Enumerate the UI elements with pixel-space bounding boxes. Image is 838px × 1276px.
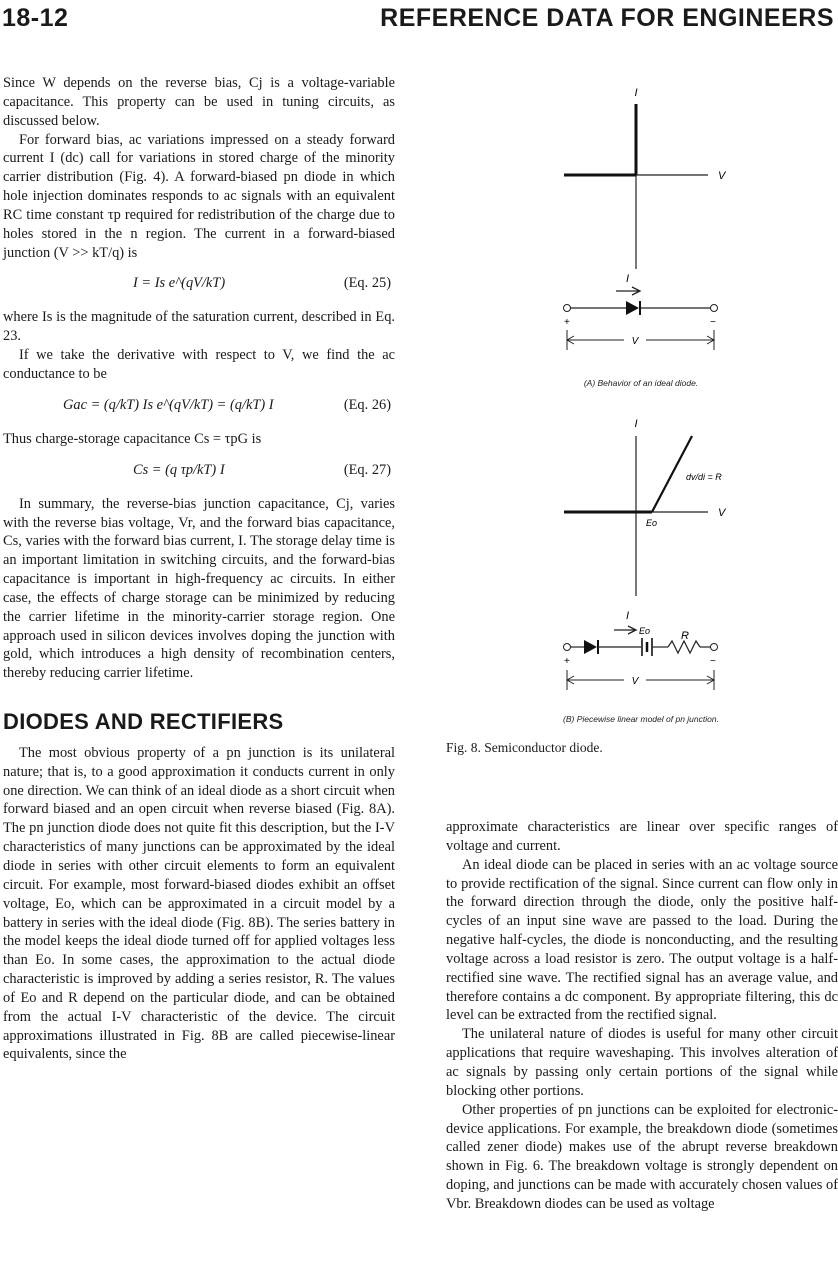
axis-label-v: V <box>718 170 726 182</box>
caption-a: (A) Behavior of an ideal diode. <box>583 378 699 388</box>
equation-number: (Eq. 26) <box>343 396 391 413</box>
equation-formula: Gac = (q/kT) Is e^(qV/kT) = (q/kT) I <box>63 396 274 413</box>
voltage-bracket <box>567 670 714 690</box>
equation-number: (Eq. 27) <box>343 461 391 478</box>
axis-label-v: V <box>718 507 726 519</box>
paragraph: For forward bias, ac variations impressed on a steady forward current I (dc) call for variations in stored charge of the minority carrier distribution (Fig. 4). A forward-biased pn diode in which hole injection dominates responds to ac signals with an equivalent RC time constant τp required for redistribution of the charge due to holes stored in the n region. The current in a forward-biased junction (V >> kT/q) is <box>3 131 395 261</box>
page-header <box>2 4 834 34</box>
paragraph: An ideal diode can be placed in series with an ac voltage source to provide rectification of the signal. Since current can flow only in the forward direction through the diode, only the positive half-cycles of an input sine wave are passed to the load. During the negative half-cycles, the diode is nonconducting, and the resulting voltage across a load resistor is zero. The output voltage is a half-rectified sine wave. The rectified signal has an average value, and therefore contains a dc component. By appropriate filtering, this dc level can be extracted from the rectified signal. <box>446 856 838 1024</box>
paragraph: Other properties of pn junctions can be exploited for electronic-device applications. For example, the breakdown diode (sometimes called zener diode) makes use of the abrupt reverse breakdown shown in Fig. 6. The breakdown voltage is strongly dependent on doping, and junctions can be made with accurately chosen values of Vbr. Breakdown diodes can be used as voltage <box>446 1101 838 1212</box>
diode-symbol <box>584 640 597 654</box>
paragraph: The most obvious property of a pn junction is its unilateral nature; that is, to a good approximation it conducts current in only one direction. We can think of an ideal diode as a short circuit when forward biased and an open circuit when reverse biased (Fig. 8A). The pn junction diode does not quite fit this description, but the I-V characteristics of many junctions can be approximated by the ideal diode in series with other circuit elements to form an equivalent circuit. For example, most forward-biased diodes exhibit an offset voltage, Eo, which can be approximated in a circuit model by a battery in series with the ideal diode (Fig. 8B). The series battery in the model keeps the ideal diode turned off for applied voltages less than Eo. In some cases, the approximation to the actual diode characteristic is improved by adding a series resistor, R. The values of Eo and R depend on the particular diode, and can be obtained from the actual I-V characteristic of the device. The circuit approximations illustrated in Fig. 8B are called piecewise-linear equivalents, since the <box>3 744 395 1063</box>
slope-label: dv/di = R <box>686 472 722 482</box>
running-title: REFERENCE DATA FOR ENGINEERS <box>380 4 834 32</box>
plus-sign: + <box>564 656 570 667</box>
current-label: I <box>626 273 630 285</box>
equation-27 <box>3 461 395 485</box>
equation-formula: Cs = (q τp/kT) I <box>133 461 225 478</box>
eo-axis-label: Eo <box>646 518 658 528</box>
axis-label-i: I <box>634 418 638 430</box>
paragraph: Since W depends on the reverse bias, Cj is a voltage-variable capacitance. This property can be used in tuning circuits, as discussed below. <box>3 75 395 129</box>
plus-sign: + <box>564 317 570 328</box>
paragraph: In summary, the reverse-bias junction capacitance, Cj, varies with the reverse bias voltage, Vr, and the forward bias capacitance, Cs, varies with the forward bias current, I. The storage delay time is an important limitation in switching circuits, and the forward-bias capacitance is important in high-frequency ac circuits. In either case, the effects of charge storage can be minimized by reducing the carrier lifetime in the minority-carrier storage region. One approach used in silicon devices involves doping the junction with gold, which introduces a high density of recombination centers, thereby reducing carrier lifetime. <box>3 495 395 682</box>
left-column <box>3 74 395 1064</box>
paragraph: Thus charge-storage capacitance Cs = τpG is <box>3 430 262 447</box>
r-label: R <box>681 630 689 642</box>
caption-b: (B) Piecewise linear model of pn junction. <box>563 714 719 724</box>
paragraph: where Is is the magnitude of the saturation current, described in Eq. 23. <box>3 309 395 345</box>
figure-8 <box>446 74 838 744</box>
terminal-plus <box>564 305 571 312</box>
equation-25 <box>3 274 395 298</box>
eo-label: Eo <box>639 626 651 636</box>
minus-sign: − <box>710 656 716 667</box>
paragraph: The unilateral nature of diodes is useful for many other circuit applications that require waveshaping. This involves alteration of ac signals by passing only certain portions of the signal while blocking other portions. <box>446 1026 838 1099</box>
paragraph: If we take the derivative with respect to V, we find the ac conductance to be <box>3 347 395 382</box>
page-number: 18-12 <box>2 4 69 32</box>
current-arrow <box>616 287 640 295</box>
axis-label-i: I <box>634 87 638 99</box>
paragraph: approximate characteristics are linear over specific ranges of voltage and current. <box>446 819 838 854</box>
equation-formula: I = Is e^(qV/kT) <box>133 275 226 292</box>
section-heading: DIODES AND RECTIFIERS <box>3 709 284 735</box>
minus-sign: − <box>710 317 716 328</box>
voltage-label: V <box>631 676 639 687</box>
terminal-minus <box>711 305 718 312</box>
terminal-plus <box>564 644 571 651</box>
current-arrow <box>614 626 636 634</box>
figure-caption: Fig. 8. Semiconductor diode. <box>446 740 603 755</box>
voltage-bracket <box>567 330 714 350</box>
current-label: I <box>626 610 630 622</box>
voltage-label: V <box>631 336 639 347</box>
resistor-symbol <box>668 641 700 653</box>
right-column <box>446 818 838 1214</box>
terminal-minus <box>711 644 718 651</box>
equation-number: (Eq. 25) <box>343 275 391 292</box>
equation-26 <box>3 396 395 420</box>
diode-symbol <box>626 301 639 315</box>
